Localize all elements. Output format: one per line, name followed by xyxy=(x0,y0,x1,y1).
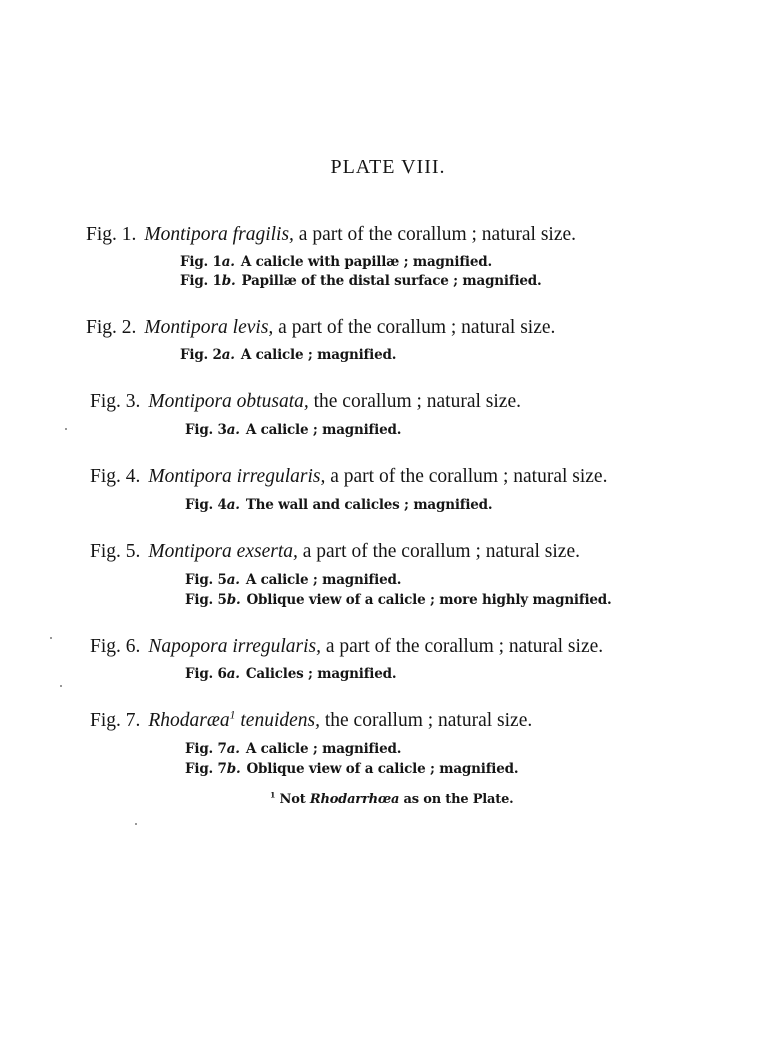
figure-5-description: a part of the corallum ; natural size. xyxy=(297,541,580,562)
scan-speck xyxy=(50,637,52,639)
figure-6-label: Fig. 6. xyxy=(90,636,141,657)
figure-3-label: Fig. 3. xyxy=(90,391,141,412)
figure-6-caption xyxy=(90,636,603,658)
figure-7-label: Fig. 7. xyxy=(90,710,141,731)
figure-6-species: Napopora irregularis, xyxy=(148,636,322,657)
figure-4-label: Fig. 4. xyxy=(90,466,141,487)
figure-5b-caption xyxy=(185,592,612,608)
figure-7b-caption xyxy=(185,761,518,777)
footnote-mark: 1 xyxy=(270,790,276,800)
figure-3-species: Montipora obtusata, xyxy=(148,391,309,412)
figure-7b-text: Oblique view of a calicle ; magnified. xyxy=(246,761,519,777)
figure-3-description: the corallum ; natural size. xyxy=(308,391,521,412)
figure-5a-label: Fig. 5a. xyxy=(185,572,240,588)
figure-4a-caption xyxy=(185,497,492,513)
figure-7b-label: Fig. 7b. xyxy=(185,761,241,777)
scan-speck xyxy=(65,428,67,430)
figure-5b-label: Fig. 5b. xyxy=(185,592,241,608)
figure-2-species: Montipora levis, xyxy=(144,317,274,338)
figure-3a-text: A calicle ; magnified. xyxy=(245,422,402,438)
figure-2a-text: A calicle ; magnified. xyxy=(240,347,397,363)
figure-3-caption xyxy=(90,391,521,413)
figure-6-description: a part of the corallum ; natural size. xyxy=(321,636,604,657)
figure-1a-text: A calicle with papillæ ; magnified. xyxy=(240,254,492,270)
figure-5-label: Fig. 5. xyxy=(90,541,141,562)
figure-6a-caption xyxy=(185,666,396,682)
figure-4-species: Montipora irregularis, xyxy=(148,466,326,487)
figure-1a-label: Fig. 1a. xyxy=(180,254,235,270)
figure-7-species: Rhodaræa$^1$ tenuidens, xyxy=(148,708,320,731)
figure-5a-text: A calicle ; magnified. xyxy=(245,572,402,588)
figure-7-description: the corallum ; natural size. xyxy=(319,710,533,731)
figure-7a-caption xyxy=(185,741,401,757)
figure-5-species: Montipora exserta, xyxy=(148,541,298,562)
figure-1-description: a part of the corallum ; natural size. xyxy=(293,224,577,245)
figure-2-caption xyxy=(86,317,555,339)
figure-1-caption xyxy=(86,224,576,246)
figure-1b-caption xyxy=(180,273,542,289)
figure-1b-label: Fig. 1b. xyxy=(180,273,236,289)
figure-2-label: Fig. 2. xyxy=(86,317,137,338)
figure-4a-text: The wall and calicles ; magnified. xyxy=(245,497,493,513)
figure-7a-text: A calicle ; magnified. xyxy=(245,741,402,757)
scan-speck xyxy=(135,823,137,825)
figure-2a-caption xyxy=(180,347,396,363)
figure-3a-caption xyxy=(185,422,401,438)
footnote-name: Rhodarrhœa xyxy=(309,792,400,807)
figure-1-label: Fig. 1. xyxy=(86,224,137,245)
plate-title: PLATE VIII. xyxy=(330,156,446,178)
figure-4-caption xyxy=(90,466,607,488)
figure-2-description: a part of the corallum ; natural size. xyxy=(273,317,556,338)
figure-4-description: a part of the corallum ; natural size. xyxy=(325,466,608,487)
figure-1b-text: Papillæ of the distal surface ; magnified. xyxy=(241,273,542,289)
footnote-reference: 1 xyxy=(229,708,236,722)
figure-7a-label: Fig. 7a. xyxy=(185,741,240,757)
figure-6a-text: Calicles ; magnified. xyxy=(245,666,397,682)
figure-7-caption xyxy=(90,710,532,732)
figure-6a-label: Fig. 6a. xyxy=(185,666,240,682)
figure-3a-label: Fig. 3a. xyxy=(185,422,240,438)
footnote: $^1$ Not Rhodarrhœa as on the Plate. xyxy=(270,790,514,807)
figure-5a-caption xyxy=(185,572,401,588)
figure-4a-label: Fig. 4a. xyxy=(185,497,240,513)
figure-5b-text: Oblique view of a calicle ; more highly magnified. xyxy=(246,592,612,608)
figure-5-caption xyxy=(90,541,580,563)
figure-1-species: Montipora fragilis, xyxy=(144,224,294,245)
scan-speck xyxy=(60,685,62,687)
figure-2a-label: Fig. 2a. xyxy=(180,347,235,363)
figure-1a-caption xyxy=(180,254,492,270)
